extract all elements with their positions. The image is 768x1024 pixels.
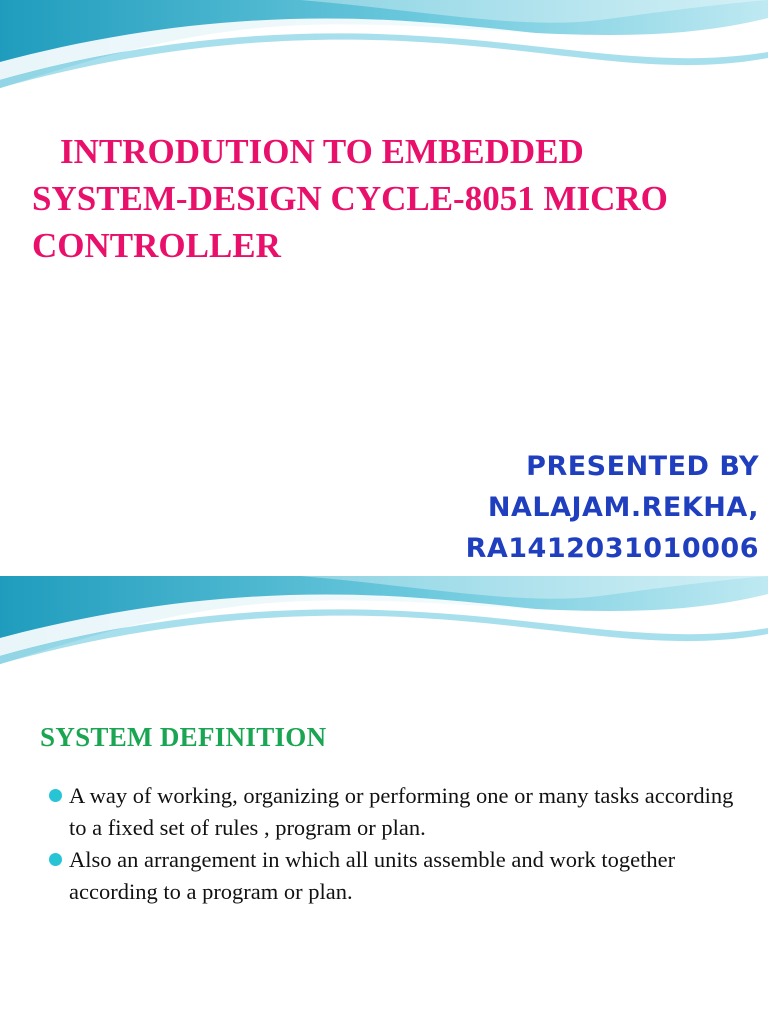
decorative-wave-banner bbox=[0, 576, 768, 666]
definition-slide bbox=[0, 576, 768, 1024]
slide-title: INTRODUTION TO EMBEDDED SYSTEM-DESIGN CYCLE-8051 MICRO CONTROLLER bbox=[32, 132, 668, 265]
list-item bbox=[46, 844, 736, 908]
list-item bbox=[46, 780, 736, 844]
presenter-line-id: RA1412031010006 bbox=[465, 533, 759, 564]
presenter-line-presented-by: PRESENTED BY bbox=[526, 451, 759, 482]
presenter-line-name: NALAJAM.REKHA, bbox=[487, 492, 759, 523]
bullet-dot-icon bbox=[49, 789, 62, 802]
bullet-dot-icon bbox=[49, 853, 62, 866]
decorative-wave-banner bbox=[0, 0, 768, 90]
bullet-list bbox=[46, 780, 736, 908]
section-heading: SYSTEM DEFINITION bbox=[40, 722, 327, 752]
bullet-text: A way of working, organizing or performing one or many tasks according to a fixed set of rules , program or plan. bbox=[69, 783, 734, 840]
presenter-block bbox=[466, 446, 759, 569]
bullet-text: Also an arrangement in which all units assemble and work together according to a program or plan. bbox=[69, 847, 676, 904]
